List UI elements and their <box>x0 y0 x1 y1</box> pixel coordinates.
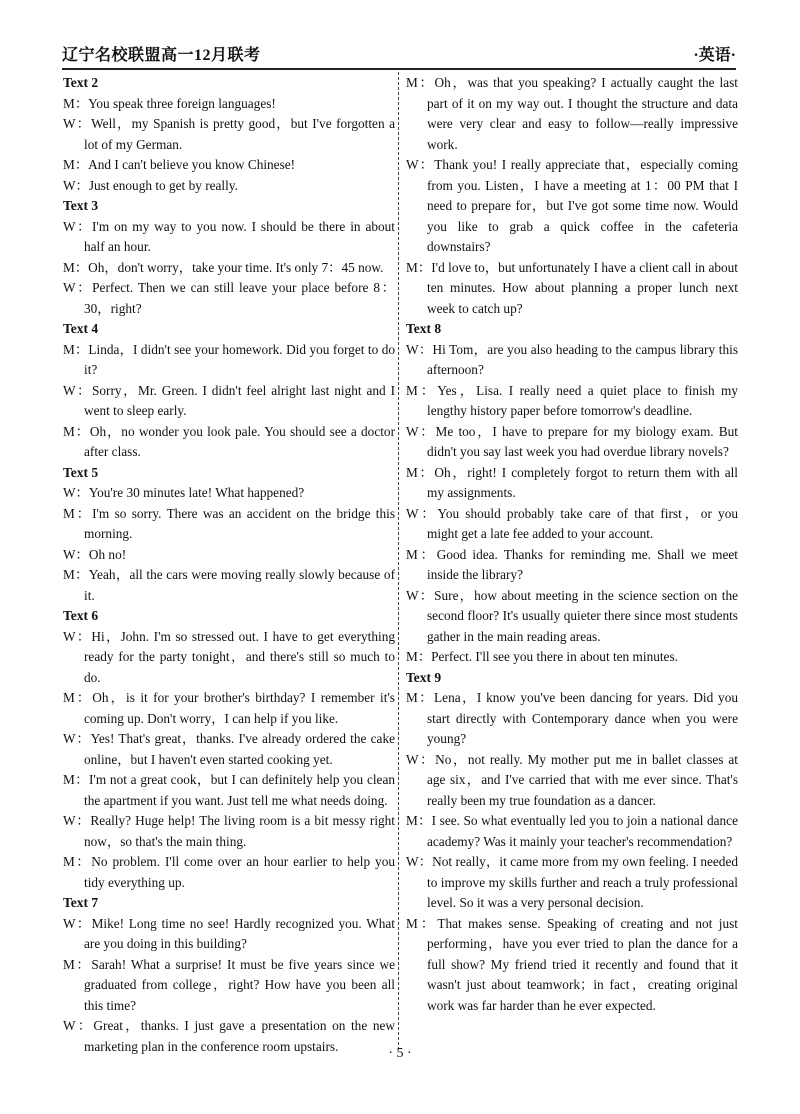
dialogue-line: W：Mike! Long time no see! Hardly recognized you. What are you doing in this building? <box>63 915 395 951</box>
dialogue-section <box>63 893 395 1057</box>
dialogue-line: M：I'm not a great cook，but I can definitely help you clean the apartment if you want. Just tell me what needs doing. <box>63 772 395 808</box>
section-title: Text 9 <box>406 669 442 685</box>
column-divider <box>398 72 399 1050</box>
dialogue-line: W：Me too，I have to prepare for my biology exam. But didn't you say last week you had overdue library novels? <box>406 423 738 459</box>
dialogue-line: M：Good idea. Thanks for reminding me. Shall we meet inside the library? <box>406 546 738 582</box>
dialogue-line: W：Thank you! I really appreciate that，especially coming from you. Listen，I have a meeting at 1：00 PM that I need to prepare for，but I've got some time now. Would you like to grab a quick coffee in the cafeteria downstairs? <box>406 157 738 254</box>
dialogue-line: W：I'm on my way to you now. I should be there in about half an hour. <box>63 218 395 254</box>
dialogue-line: M：Oh，was that you speaking? I actually caught the last part of it on my way out. I thought the structure and data were very clear and easy to follow—really impressive work. <box>406 75 738 152</box>
dialogue-line: M：That makes sense. Speaking of creating and not just performing，have you ever tried to plan the dance for a full show? My friend tried it recently and found that it wasn't just about teamwork；in fact，creating original work was far harder than he ever expected. <box>406 915 738 1013</box>
dialogue-line: W：You should probably take care of that first，or you might get a late fee added to your account. <box>406 505 738 541</box>
section-title: Text 4 <box>63 321 99 336</box>
dialogue-section <box>63 606 395 893</box>
dialogue-line: M：Lena，I know you've been dancing for years. Did you start directly with Contemporary dance when you were young? <box>406 690 738 746</box>
page-header <box>62 44 736 70</box>
dialogue-line: M：Perfect. I'll see you there in about ten minutes. <box>406 649 678 664</box>
header-subject: ·英语· <box>693 47 736 64</box>
dialogue-line: M：No problem. I'll come over an hour earlier to help you tidy everything up. <box>63 854 395 890</box>
dialogue-line: W：No，not really. My mother put me in ballet classes at age six，and I've carried that with me ever since. That's really been my true foundation as a dancer. <box>406 751 738 808</box>
dialogue-line: M：Sarah! What a surprise! It must be five years since we graduated from college，right? How have you been all this time? <box>63 956 395 1013</box>
section-title: Text 3 <box>63 198 99 213</box>
left-column <box>63 73 395 1057</box>
dialogue-line: W：Just enough to get by really. <box>63 177 238 193</box>
dialogue-line: M：Oh，is it for your brother's birthday? I remember it's coming up. Don't worry，I can help if you like. <box>63 690 395 726</box>
dialogue-line: M：I see. So what eventually led you to join a national dance academy? Was it mainly your teacher's recommendation? <box>406 813 738 849</box>
section-title: Text 2 <box>63 75 99 90</box>
dialogue-line: M：Yeah，all the cars were moving really slowly because of it. <box>63 567 395 603</box>
section-title: Text 7 <box>63 895 99 910</box>
dialogue-section <box>63 463 395 607</box>
dialogue-section <box>406 73 738 319</box>
dialogue-line: W：Really? Huge help! The living room is a bit messy right now，so that's the main thing. <box>63 813 395 849</box>
dialogue-line: M：Oh，no wonder you look pale. You should see a doctor after class. <box>63 423 395 459</box>
dialogue-line: W：Sure，how about meeting in the science section on the second floor? It's usually quieter there since most students gather in the main reading areas. <box>406 587 738 644</box>
dialogue-line: M：Yes，Lisa. I really need a quiet place to finish my lengthy history paper before tomorrow's deadline. <box>406 382 738 418</box>
dialogue-line: M：You speak three foreign languages! <box>63 95 276 111</box>
dialogue-section <box>406 319 738 668</box>
dialogue-line: M：I'm so sorry. There was an accident on the bridge this morning. <box>63 505 395 541</box>
dialogue-section <box>63 319 395 463</box>
dialogue-line: M：Oh，don't worry，take your time. It's only 7：45 now. <box>63 259 384 275</box>
dialogue-line: W：Hi，John. I'm so stressed out. I have to get everything ready for the party tonight，and there's still so much to do. <box>63 628 395 685</box>
header-title: 辽宁名校联盟高一12月联考 <box>62 47 261 64</box>
dialogue-line: W：Hi Tom，are you also heading to the campus library this afternoon? <box>406 341 738 377</box>
dialogue-line: W：Sorry，Mr. Green. I didn't feel alright last night and I went to sleep early. <box>63 382 395 418</box>
dialogue-line: W：Oh no! <box>63 546 127 562</box>
dialogue-line: W：Yes! That's great，thanks. I've already ordered the cake online，but I haven't even started cooking yet. <box>63 731 395 767</box>
page-number: · 5 · <box>388 1046 412 1061</box>
section-title: Text 6 <box>63 608 99 623</box>
dialogue-line: W：You're 30 minutes late! What happened? <box>63 485 305 500</box>
dialogue-line: M：And I can't believe you know Chinese! <box>63 157 296 172</box>
dialogue-line: W：Perfect. Then we can still leave your place before 8：30，right? <box>63 280 395 316</box>
dialogue-line: W：Well，my Spanish is pretty good，but I've forgotten a lot of my German. <box>63 116 395 152</box>
dialogue-line: M：Linda，I didn't see your homework. Did you forget to do it? <box>63 341 395 377</box>
dialogue-line: W：Great，thanks. I just gave a presentation on the new marketing plan in the conference room upstairs. <box>63 1018 395 1054</box>
dialogue-line: M：Oh，right! I completely forgot to return them with all my assignments. <box>406 464 738 500</box>
dialogue-line: W：Not really，it came more from my own feeling. I needed to improve my skills further and reach a truly professional level. So it was a very personal decision. <box>406 854 738 910</box>
section-title: Text 5 <box>63 464 99 480</box>
dialogue-section <box>406 668 738 1017</box>
dialogue-section <box>63 73 395 196</box>
dialogue-line: M：I'd love to，but unfortunately I have a client call in about ten minutes. How about planning a proper lunch next week to catch up? <box>406 259 738 316</box>
section-title: Text 8 <box>406 321 442 336</box>
dialogue-section <box>63 196 395 319</box>
right-column <box>406 73 738 1016</box>
